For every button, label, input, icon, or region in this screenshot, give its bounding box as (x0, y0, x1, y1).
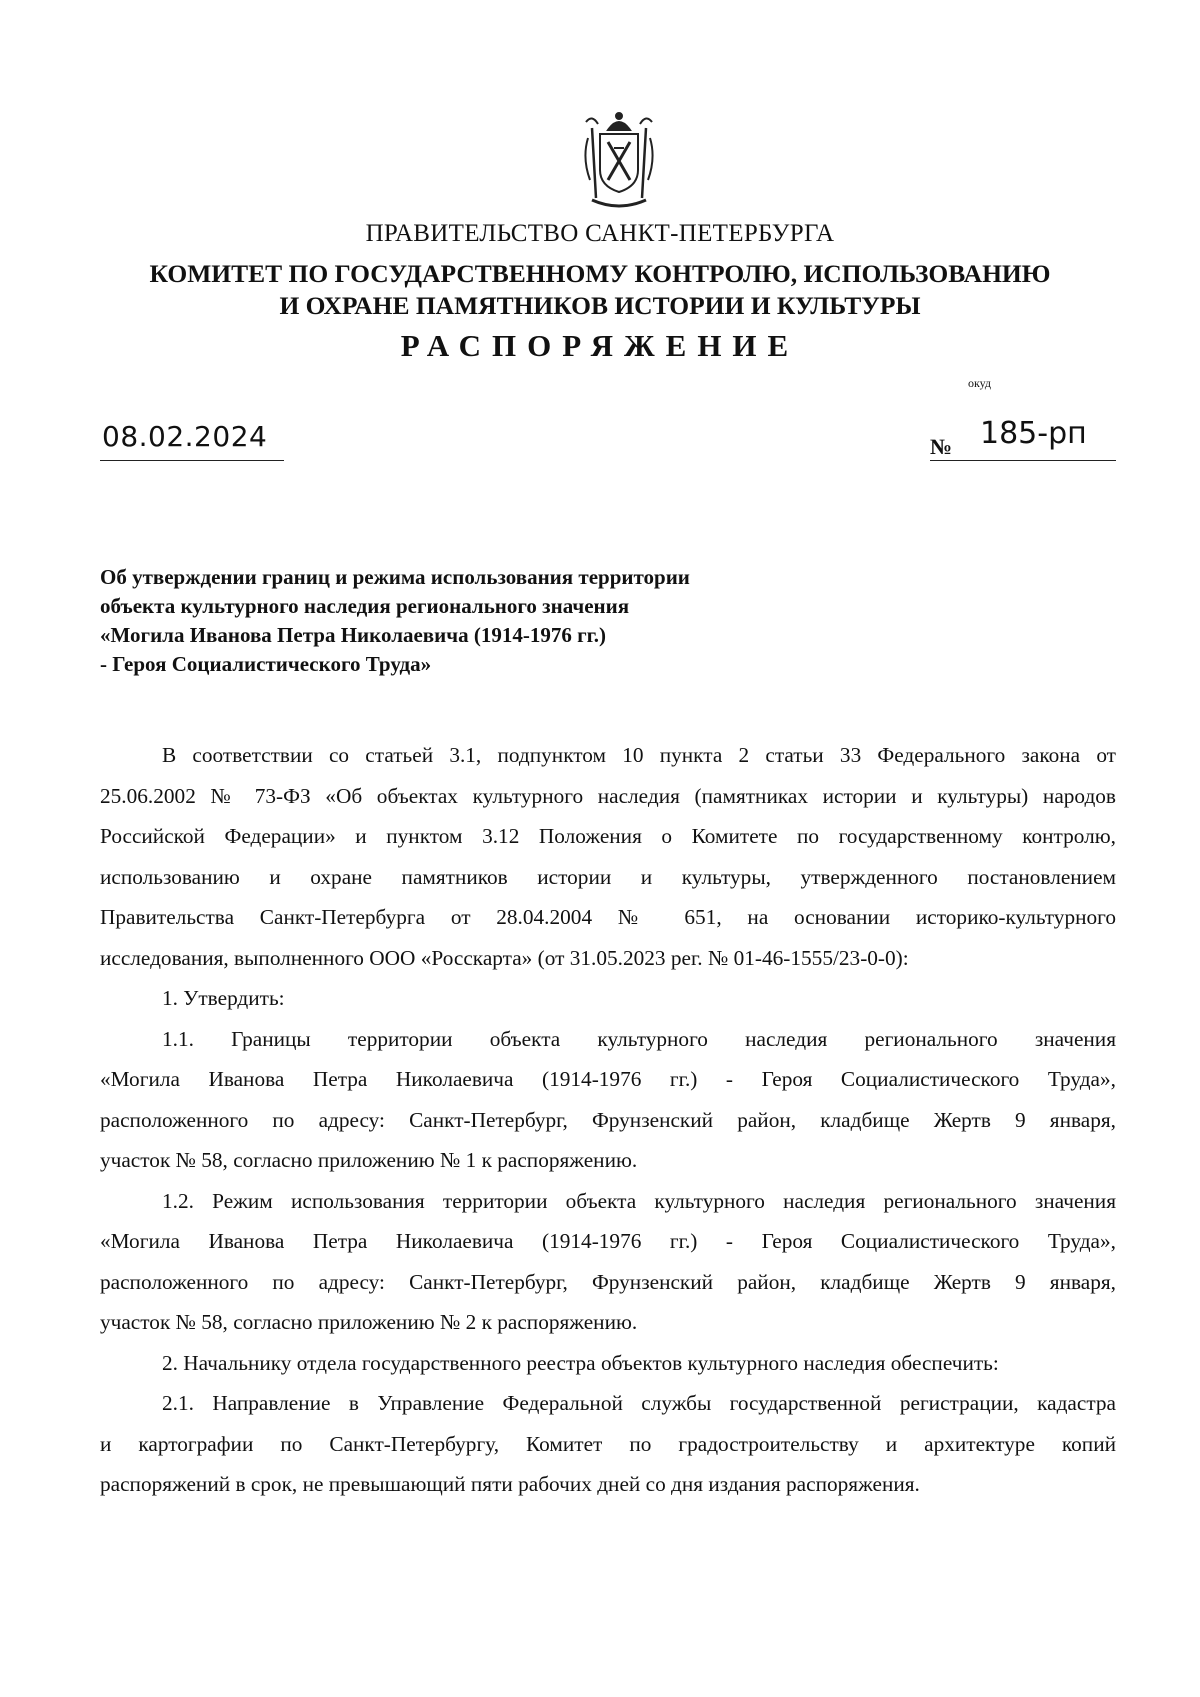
paragraph-item-2-1 (100, 1383, 1116, 1505)
body-line: Российской Федерации» и пунктом 3.12 Положения о Комитете по государственному контролю, (100, 824, 1116, 848)
document-body (100, 735, 1116, 1505)
document-date-field (100, 420, 284, 461)
body-line: 1.2. Режим использования территории объекта культурного наследия регионального значения (162, 1188, 1116, 1213)
paragraph-item-2 (100, 1343, 1116, 1384)
number-sign: № (930, 434, 953, 459)
body-line: 2.1. Направление в Управление Федеральной службы государственной регистрации, кадастра (162, 1391, 1116, 1415)
body-line: 25.06.2002 № 73-ФЗ «Об объектах культурного наследия (памятниках истории и культуры) народов (100, 783, 1116, 808)
body-line: Правительства Санкт-Петербурга от 28.04.2004 № 651, на основании историко-культурного (100, 905, 1116, 929)
body-line: расположенного по адресу: Санкт-Петербург, Фрунзенский район, кладбище Жертв 9 января, (100, 1269, 1116, 1294)
paragraph-item-1 (100, 978, 1116, 1019)
body-line: и картографии по Санкт-Петербургу, Комитет по градостроительству и архитектуре копий (100, 1431, 1116, 1456)
okud-label: окуд (968, 376, 992, 390)
subject-line: Об утверждении границ и режима использования территории (100, 565, 690, 589)
paragraph-item-1-1 (100, 1019, 1116, 1181)
government-name: ПРАВИТЕЛЬСТВО САНКТ-ПЕТЕРБУРГА (365, 220, 835, 247)
body-line: исследования, выполненного ООО «Росскарта» (от 31.05.2023 рег. № 01-46-1555/23-0-0): (100, 945, 909, 970)
body-line: В соответствии со статьей 3.1, подпунктом 10 пункта 2 статьи 33 Федерального закона от (162, 743, 1116, 767)
body-line: «Могила Иванова Петра Николаевича (1914-1976 гг.) - Героя Социалистического Труда», (100, 1067, 1116, 1091)
body-line: расположенного по адресу: Санкт-Петербург, Фрунзенский район, кладбище Жертв 9 января, (100, 1107, 1116, 1132)
body-line: 2. Начальнику отдела государственного реестра объектов культурного наследия обеспечить: (162, 1350, 999, 1375)
body-line: использованию и охране памятников истории и культуры, утвержденного постановлением (100, 864, 1116, 889)
document-number-field (930, 416, 1116, 461)
subject-line: - Героя Социалистического Труда» (100, 652, 432, 676)
paragraph-preamble (100, 735, 1116, 978)
document-type: РАСПОРЯЖЕНИЕ (400, 328, 800, 363)
body-line: «Могила Иванова Петра Николаевича (1914-1976 гг.) - Героя Социалистического Труда», (100, 1229, 1116, 1253)
coat-of-arms-icon (578, 108, 660, 212)
body-line: 1.1. Границы территории объекта культурного наследия регионального значения (162, 1026, 1116, 1051)
body-line: 1. Утвердить: (162, 986, 285, 1010)
subject-line: «Могила Иванова Петра Николаевича (1914-1976 гг.) (100, 623, 607, 647)
paragraph-item-1-2 (100, 1181, 1116, 1343)
subject-line: объекта культурного наследия регионального значения (100, 594, 630, 618)
committee-name-line-2: И ОХРАНЕ ПАМЯТНИКОВ ИСТОРИИ И КУЛЬТУРЫ (279, 291, 921, 320)
document-date: 08.02.2024 (102, 420, 268, 453)
document-subject (100, 563, 690, 679)
committee-name-line-1: КОМИТЕТ ПО ГОСУДАРСТВЕННОМУ КОНТРОЛЮ, ИСПОЛЬЗОВАНИЮ (149, 259, 1051, 288)
body-line: участок № 58, согласно приложению № 2 к распоряжению. (100, 1310, 638, 1334)
document-number: 185-рп (980, 416, 1087, 451)
body-line: участок № 58, согласно приложению № 1 к распоряжению. (100, 1148, 638, 1172)
body-line: распоряжений в срок, не превышающий пяти рабочих дней со дня издания распоряжения. (100, 1472, 920, 1496)
